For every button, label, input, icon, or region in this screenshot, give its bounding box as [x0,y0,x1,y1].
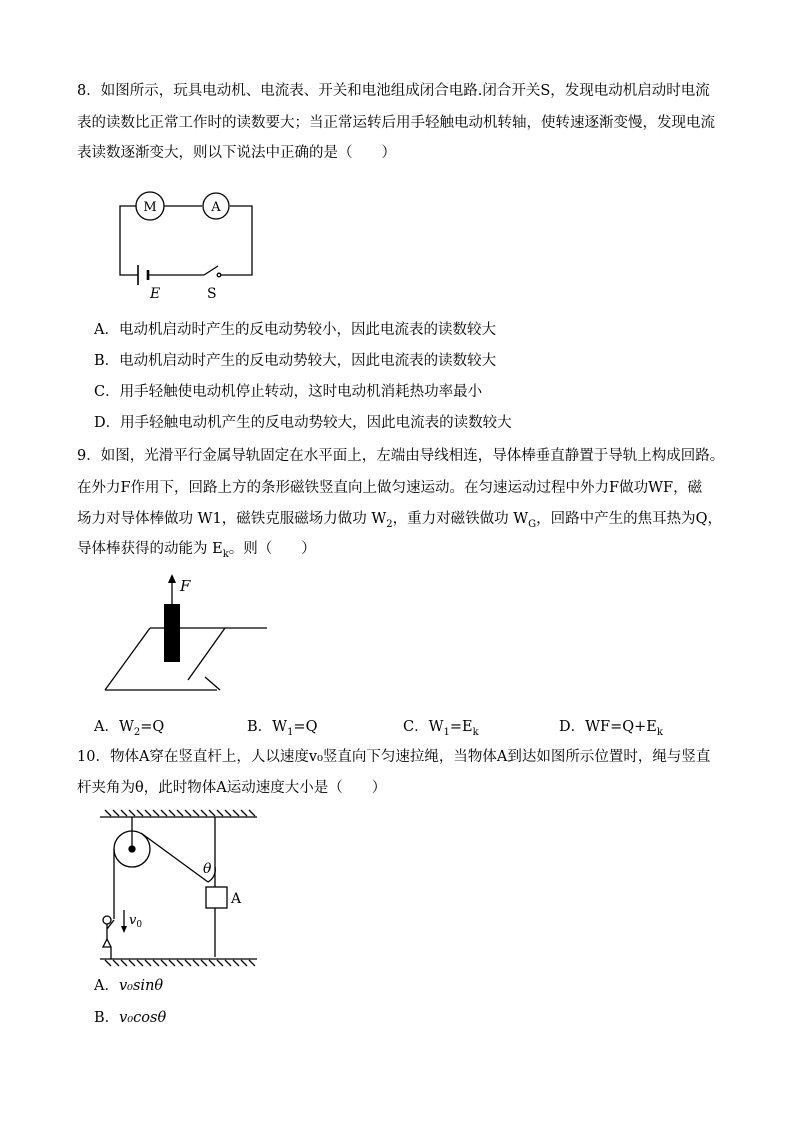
switch-label: S [207,286,217,302]
q10-option-b: B．v₀cosθ [94,1010,167,1026]
q8-option-a: A．电动机启动时产生的反电动势较小，因此电流表的读数较大 [94,322,496,338]
q9-rail-magnet-figure [100,572,272,697]
pulley-axle [129,846,135,852]
battery-label: E [150,286,161,302]
q8-option-b: B．电动机启动时产生的反电动势较大，因此电流表的读数较大 [94,353,497,369]
q8-option-c: C．用手轻触使电动机停止转动，这时电动机消耗热功率最小 [94,384,483,400]
q9-stem-line4: 导体棒获得的动能为 $E_k$。则（ ） [77,541,316,560]
switch-blade [204,266,218,275]
circuit-wire-left [120,206,138,275]
q8-stem-line3: 表读数逐渐变大，则以下说法中正确的是（ ） [77,145,396,161]
bar-magnet [164,604,180,662]
rail-left-wire [105,628,150,690]
switch-contact [217,273,221,277]
ceiling-hatching [105,810,255,816]
ground-hatching [105,960,255,966]
person-head [103,916,111,924]
q9-stem-line3: 场力对导体棒做功 W1，磁铁克服磁场力做功 $W_2$，重力对磁铁做功 $W_G$，回路中产生的焦耳热为Q， [77,511,723,530]
q10-pulley-figure [95,807,265,972]
rail-right-stub [205,677,220,690]
conductor-rod [188,628,225,680]
q8-option-d: D．用手轻触电动机产生的反电动势较大，因此电流表的读数较大 [94,415,512,431]
ammeter-label: A [211,200,221,215]
block-a-label: A [231,891,242,907]
q9-option-b: B．$W_1=Q$ [247,719,318,738]
person-body [103,920,114,959]
q9-option-c: C．$W_1=E_k$ [403,719,479,738]
q8-stem-line1: 8．如图所示，玩具电动机、电流表、开关和电池组成闭合电路.闭合开关S，发现电动机启动时电流 [77,83,710,99]
force-arrow-head [168,574,176,583]
force-label: F [180,577,191,595]
rope-slanted [141,833,208,882]
q9-stem-line1: 9．如图，光滑平行金属导轨固定在水平面上，左端由导线相连，导体棒垂直静置于导轨上构成回路。 [77,448,725,464]
block-a [206,887,227,908]
q8-circuit-figure [110,183,270,303]
velocity-arrow-head [121,926,127,933]
velocity-label: $v_0$ [129,913,143,930]
q10-stem-line2: 杆夹角为θ，此时物体A运动速度大小是（ ） [77,780,387,796]
q8-stem-line2: 表的读数比正常工作时的读数要大；当正常运转后用手轻触电动机转轴，使转速逐渐变慢，发现电流 [77,115,715,131]
q9-option-d: D．$WF=Q+E_k$ [559,719,663,738]
theta-label: θ [203,861,212,877]
q10-option-a: A．v₀sinθ [94,978,164,994]
motor-label: M [143,200,157,215]
q10-stem-line1: 10．物体A穿在竖直杆上，人以速度v₀竖直向下匀速拉绳，当物体A到达如图所示位置时，绳与竖直 [77,749,711,765]
q9-stem-line2: 在外力F作用下，回路上方的条形磁铁竖直向上做匀速运动。在匀速运动过程中外力F做功WF，磁 [77,480,703,496]
q9-option-a: A．$W_2=Q$ [94,719,165,738]
